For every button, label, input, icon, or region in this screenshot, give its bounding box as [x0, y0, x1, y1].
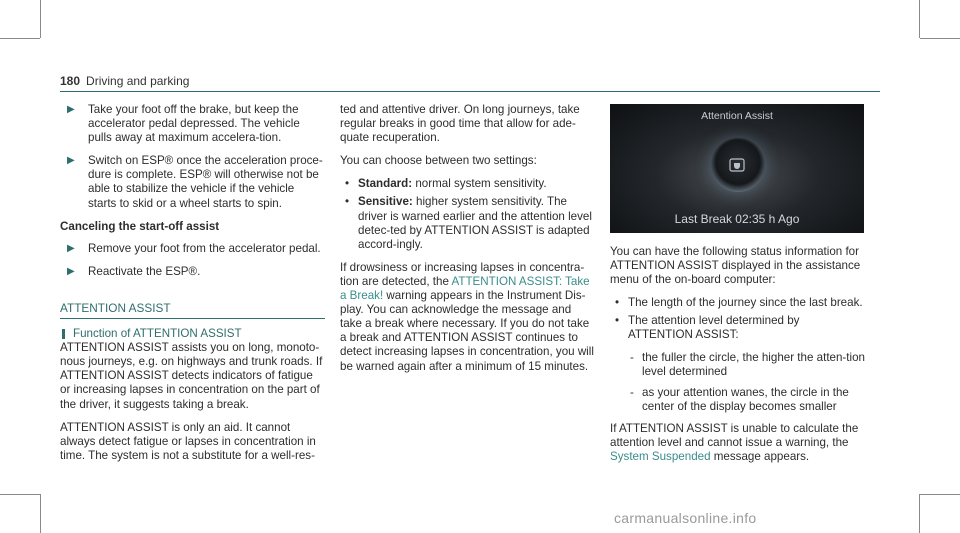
paragraph: If drowsiness or increasing lapses in concentra-tion are detected, the ATTENTION ASSIST: Take a Break! warning appears in the Instrument Dis-play. You can acknowledge the message and take a break where necessary. If you do not take a break and ATTENTION ASSIST continues to detect increasing lapses in concentration, you will be warned again after a minimum of 15 minutes. — [340, 260, 594, 373]
dash-item: - as your attention wanes, the circle in the center of the display becomes smaller — [630, 385, 849, 413]
list-item: • The length of the journey since the last break. — [615, 296, 863, 310]
header-rule — [60, 91, 880, 92]
step-item: ▶ Remove your foot from the accelerator pedal. — [67, 241, 321, 255]
message-name: System Suspended — [610, 450, 711, 464]
dash-item: - the fuller the circle, the higher the atten-tion level determined — [630, 350, 865, 378]
paragraph: You can choose between two settings: — [340, 154, 537, 168]
page-header — [60, 74, 189, 88]
crop-mark — [0, 38, 40, 39]
list-item: • The attention level determined by ATTENTION ASSIST: — [615, 314, 800, 342]
display-title: Attention Assist — [701, 110, 773, 122]
page-number: 180 — [60, 74, 81, 88]
bullet-icon: • — [615, 314, 620, 328]
crop-mark — [920, 38, 960, 39]
paragraph: ted and attentive driver. On long journeys, take regular breaks in good time that allow for ade-quate recuperation. — [340, 103, 580, 145]
arrow-icon: ▶ — [67, 104, 75, 115]
list-item: • Standard: normal system sensitivity. — [345, 177, 547, 191]
function-box — [60, 327, 325, 463]
section-title: ATTENTION ASSIST — [60, 301, 325, 319]
box-title: Function of ATTENTION ASSIST — [60, 327, 325, 341]
list-item: • Sensitive: higher system sensitivity. The driver is warned earlier and the attention level detec-ted by ATTENTION ASSIST is adapted accord-ingly. — [345, 195, 592, 251]
bullet-icon: • — [345, 177, 350, 191]
watermark: carmanualsonline.info — [614, 510, 757, 526]
arrow-icon: ▶ — [67, 265, 75, 277]
instrument-display-image — [610, 104, 864, 233]
column-left — [60, 103, 325, 472]
crop-mark — [0, 494, 40, 495]
paragraph: If ATTENTION ASSIST is unable to calculate the attention level and cannot issue a warning, the System Suspended message appears. — [610, 421, 859, 464]
last-break-text: Last Break 02:35 h Ago — [674, 212, 800, 226]
column-middle — [340, 103, 595, 383]
coffee-cup-icon — [728, 156, 746, 174]
crop-mark — [919, 0, 920, 38]
crop-mark — [40, 0, 41, 38]
bullet-icon: • — [615, 296, 620, 310]
column-right — [610, 245, 866, 473]
arrow-icon: ▶ — [67, 155, 75, 167]
paragraph: You can have the following status information for ATTENTION ASSIST displayed in the assistance menu of the on-board computer: — [610, 245, 861, 287]
step-item: ▶ Switch on ESP® once the acceleration proce-dure is complete. ESP® will otherwise not be able to stabilize the vehicle if the vehicle starts to skid or a wheel starts to spin. — [67, 154, 323, 210]
bar-icon — [62, 329, 65, 339]
paragraph: ATTENTION ASSIST is only an aid. It cannot always detect fatigue or lapses in concentration in time. The system is not a substitute for a well-res- — [60, 420, 316, 462]
subheading: Canceling the start-off assist — [60, 219, 220, 233]
bullet-icon: • — [345, 195, 350, 209]
section-name: Driving and parking — [86, 74, 190, 88]
message-name: ATTENTION ASSIST: Take a Break! — [340, 274, 590, 303]
step-item: ▶ Reactivate the ESP®. — [67, 264, 201, 278]
paragraph: ATTENTION ASSIST assists you on long, monoto-nous journeys, e.g. on highways and trunk roads. If ATTENTION ASSIST detects indicators of fatigue or increasing lapses in concentration on the part of the driver, it suggests taking a break. — [60, 341, 323, 411]
crop-mark — [920, 494, 960, 495]
arrow-icon: ▶ — [67, 242, 75, 254]
crop-mark — [919, 494, 920, 533]
step-item: ▶ Take your foot off the brake, but keep the accelerator pedal depressed. The vehicle pulls away at maximum accelera-tion. — [67, 103, 300, 145]
crop-mark — [40, 494, 41, 533]
